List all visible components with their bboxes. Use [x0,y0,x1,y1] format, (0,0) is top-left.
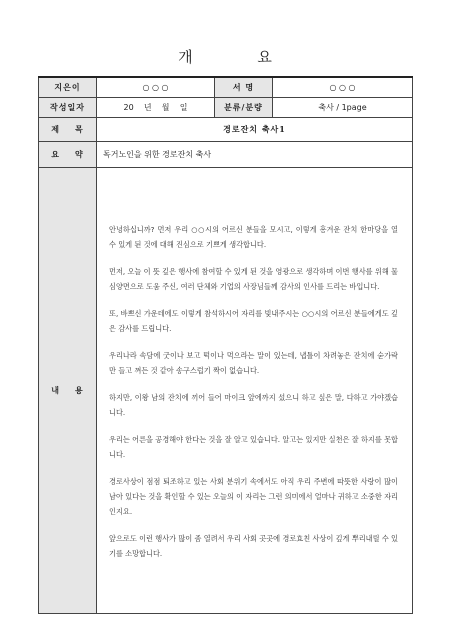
date-label: 작성일자 [39,97,97,117]
category-value: 축사 / 1page [273,97,413,117]
document-title: 개 요 [178,48,302,66]
author-label: 지은이 [39,77,97,97]
signature-label: 서 명 [215,77,273,97]
summary-form [38,76,413,614]
subject-label: 제 목 [39,117,97,141]
summary-label: 요 약 [39,141,97,167]
paragraph: 앞으로도 이런 행사가 많이 좀 열려서 우리 사회 곳곳에 경로효친 사상이 깊게 뿌리내릴 수 있기를 소망합니다. [109,533,398,558]
paragraph: 안녕하십니까? 먼저 우리 ○○시의 어르신 분들을 모시고, 이렇게 흥겨운 잔치 한마당을 열 수 있게 된 것에 대해 진심으로 기쁘게 생각합니다. [109,224,398,249]
signature-value: ○ ○ ○ [273,77,413,97]
category-label: 분류/분량 [215,97,273,117]
paragraph: 우리나라 속담에 굿이나 보고 떡이나 먹으라는 말이 있는데, 냅틀이 차려놓은 잔치에 숟가락만 들고 껴든 것 같아 송구스럽기 짝이 없습니다. [109,350,398,375]
paragraph: 경로사상이 점점 퇴조하고 있는 사회 분위기 속에서도 아직 우리 주변에 따뜻한 사랑이 많이 남아 있다는 것을 확인할 수 있는 오늘의 이 자리는 그런 의미에서 얼마나 귀하고 소중한 자리인지요. [109,476,398,516]
paragraph: 먼저, 오늘 이 뜻 깊은 행사에 참여할 수 있게 된 것을 영광으로 생각하며 이번 행사를 위해 물심양면으로 도움 주신, 여러 단체와 기업의 사장님들께 감사의 인사를 드리는 바입니다. [109,266,398,291]
summary-value: 독거노인을 위한 경로잔치 축사 [97,141,413,167]
date-value: 20 년 월 일 [97,97,215,117]
paragraph: 우리는 어른을 공경해야 한다는 것을 잘 알고 있습니다. 알고는 있지만 실천은 잘 하지를 못합니다. [109,434,398,459]
subject-value: 경로잔치 축사1 [97,117,413,141]
author-value: ○ ○ ○ [97,77,215,97]
paragraph: 또, 바쁘신 가운데에도 이렇게 참석하시어 자리를 빛내주시는 ○○시의 어르신 분들에게도 깊은 감사를 드립니다. [109,308,398,333]
paragraph: 하지만, 이왕 남의 잔치에 끼어 들어 마이크 앞에까지 섰으니 하고 싶은 말, 다하고 가야겠습니다. [109,392,398,417]
content-label: 내 용 [39,167,97,613]
content-body [97,167,413,613]
